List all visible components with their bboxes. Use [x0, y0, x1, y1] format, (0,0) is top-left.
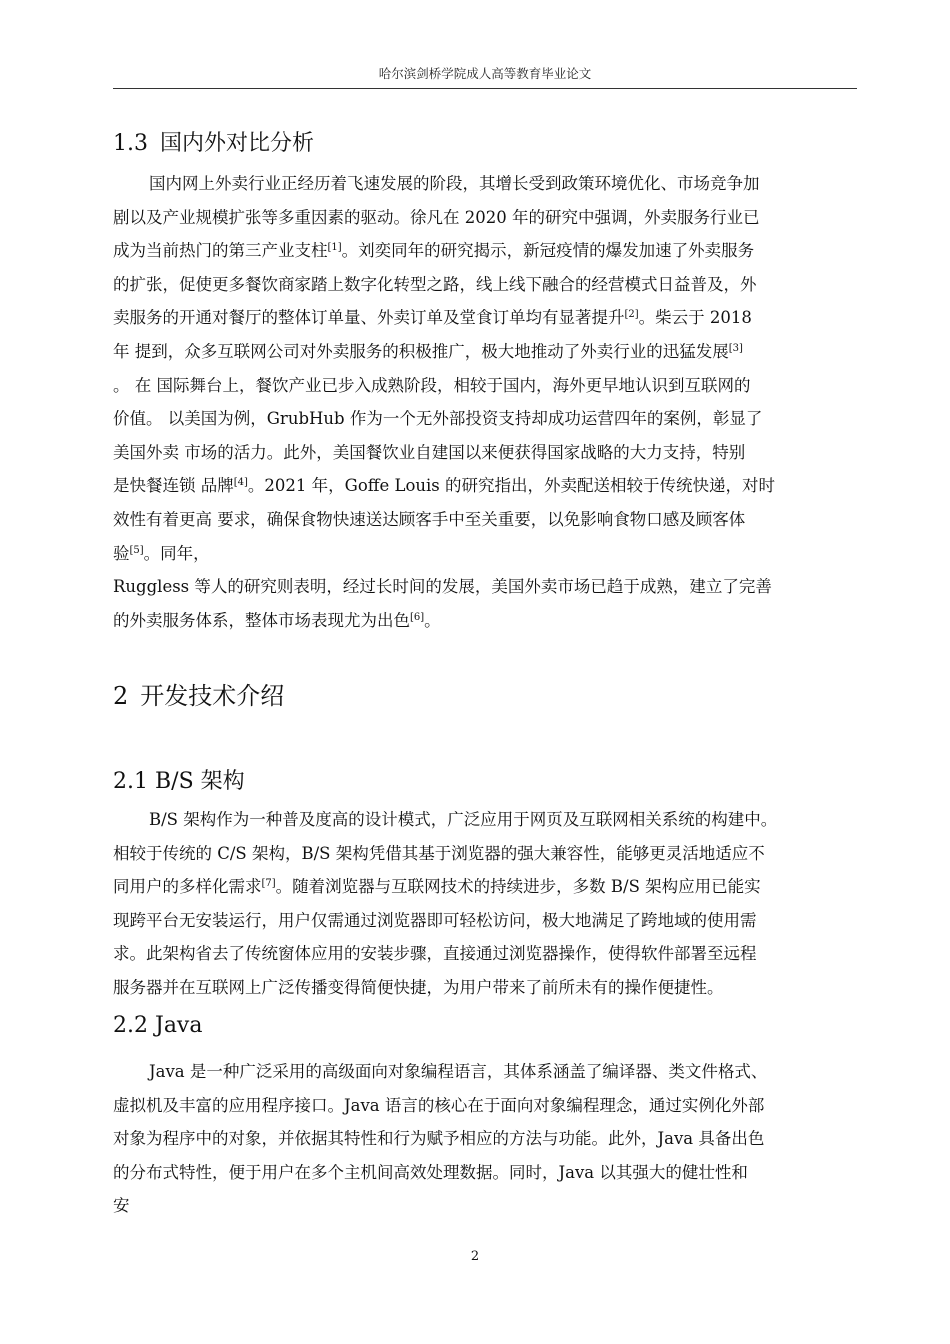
text-line: 安 [113, 1196, 130, 1216]
section-number: 2.1 [113, 769, 148, 794]
page-header [113, 64, 857, 89]
section-1-3-heading [113, 126, 314, 157]
text-line: 的外卖服务体系，整体市场表现尤为出色[6]。 [113, 610, 441, 630]
section-title: B/S 架构 [155, 769, 245, 794]
text-line: 美国外卖 市场的活力。此外，美国餐饮业自建国以来便获得国家战略的大力支持，特别 [113, 442, 746, 462]
citation: [7] [261, 878, 276, 890]
text-line: 求。此架构省去了传统窗体应用的安装步骤，直接通过浏览器操作，使得软件部署至远程 [113, 944, 757, 964]
section-title: Java [155, 1013, 203, 1038]
citation: [4] [233, 477, 248, 489]
citation: [3] [728, 342, 743, 354]
text-line: 成为当前热门的第三产业支柱[1]。刘奕同年的研究揭示，新冠疫情的爆发加速了外卖服务 [113, 241, 755, 261]
text-line: 相较于传统的 C/S 架构，B/S 架构凭借其基于浏览器的强大兼容性，能够更灵活地适应不 [113, 843, 765, 863]
citation: [5] [129, 544, 144, 556]
text-line: Ruggless 等人的研究则表明，经过长时间的发展，美国外卖市场已趋于成熟，建立了完善 [113, 577, 772, 597]
text-line: 是快餐连锁 品牌[4]。2021 年，Goffe Louis 的研究指出，外卖配送相较于传统快递，对时 [113, 476, 776, 496]
section-title: 国内外对比分析 [160, 131, 315, 156]
text-line: 服务器并在互联网上广泛传播变得简便快捷，为用户带来了前所未有的操作便捷性。 [113, 977, 724, 997]
citation: [1] [327, 242, 342, 254]
text-line: B/S 架构作为一种普及度高的设计模式，广泛应用于网页及互联网相关系统的构建中。 [149, 810, 778, 829]
header-title: 哈尔滨剑桥学院成人高等教育毕业论文 [378, 66, 592, 81]
section-number: 1.3 [113, 131, 148, 156]
citation: [6] [410, 611, 425, 623]
page-number: 2 [470, 1249, 480, 1264]
text-line: 的分布式特性，便于用户在多个主机间高效处理数据。同时，Java 以其强大的健壮性和 [113, 1162, 748, 1182]
text-line: Java 是一种广泛采用的高级面向对象编程语言，其体系涵盖了编译器、类文件格式、 [149, 1062, 768, 1081]
text-line: 对象为程序中的对象，并依据其特性和行为赋予相应的方法与功能。此外，Java 具备出色 [113, 1129, 765, 1149]
text-line: 价值。 以美国为例，GrubHub 作为一个无外部投资支持却成功运营四年的案例，彰显了 [113, 409, 763, 429]
section-2-1-heading [113, 764, 245, 795]
section-2-2-heading [113, 1013, 202, 1038]
section-1-3-paragraph [113, 167, 859, 637]
text-line: 同用户的多样化需求[7]。随着浏览器与互联网技术的持续进步，多数 B/S 架构应用已能实 [113, 877, 761, 897]
section-2-2-paragraph [113, 1055, 859, 1223]
text-line: 剧以及产业规模扩张等多重因素的驱动。徐凡在 2020 年的研究中强调，外卖服务行业已 [113, 207, 760, 227]
chapter-title: 开发技术介绍 [140, 682, 285, 710]
text-line: 虚拟机及丰富的应用程序接口。Java 语言的核心在于面向对象编程理念，通过实例化外部 [113, 1095, 765, 1115]
text-line: 。 在 国际舞台上，餐饮产业已步入成熟阶段，相较于国内，海外更早地认识到互联网的 [113, 375, 751, 395]
section-number: 2.2 [113, 1013, 148, 1038]
section-2-1-paragraph [113, 803, 859, 1005]
chapter-2-heading [113, 676, 284, 711]
text-line: 年 提到，众多互联网公司对外卖服务的积极推广，极大地推动了外卖行业的迅猛发展[3] [113, 341, 743, 361]
text-line: 效性有着更高 要求，确保食物快速送达顾客手中至关重要，以免影响食物口感及顾客体 [113, 509, 746, 529]
citation: [2] [624, 309, 639, 321]
text-line: 卖服务的开通对餐厅的整体订单量、外卖订单及堂食订单均有显著提升[2]。柴云于 2018 [113, 308, 752, 328]
text-line: 国内网上外卖行业正经历着飞速发展的阶段，其增长受到政策环境优化、市场竞争加 [149, 174, 760, 193]
text-line: 现跨平台无安装运行，用户仅需通过浏览器即可轻松访问，极大地满足了跨地域的使用需 [113, 910, 757, 930]
chapter-number: 2 [113, 682, 129, 710]
text-line: 验[5]。同年， [113, 543, 210, 563]
text-line: 的扩张，促使更多餐饮商家踏上数字化转型之路，线上线下融合的经营模式日益普及，外 [113, 274, 757, 294]
